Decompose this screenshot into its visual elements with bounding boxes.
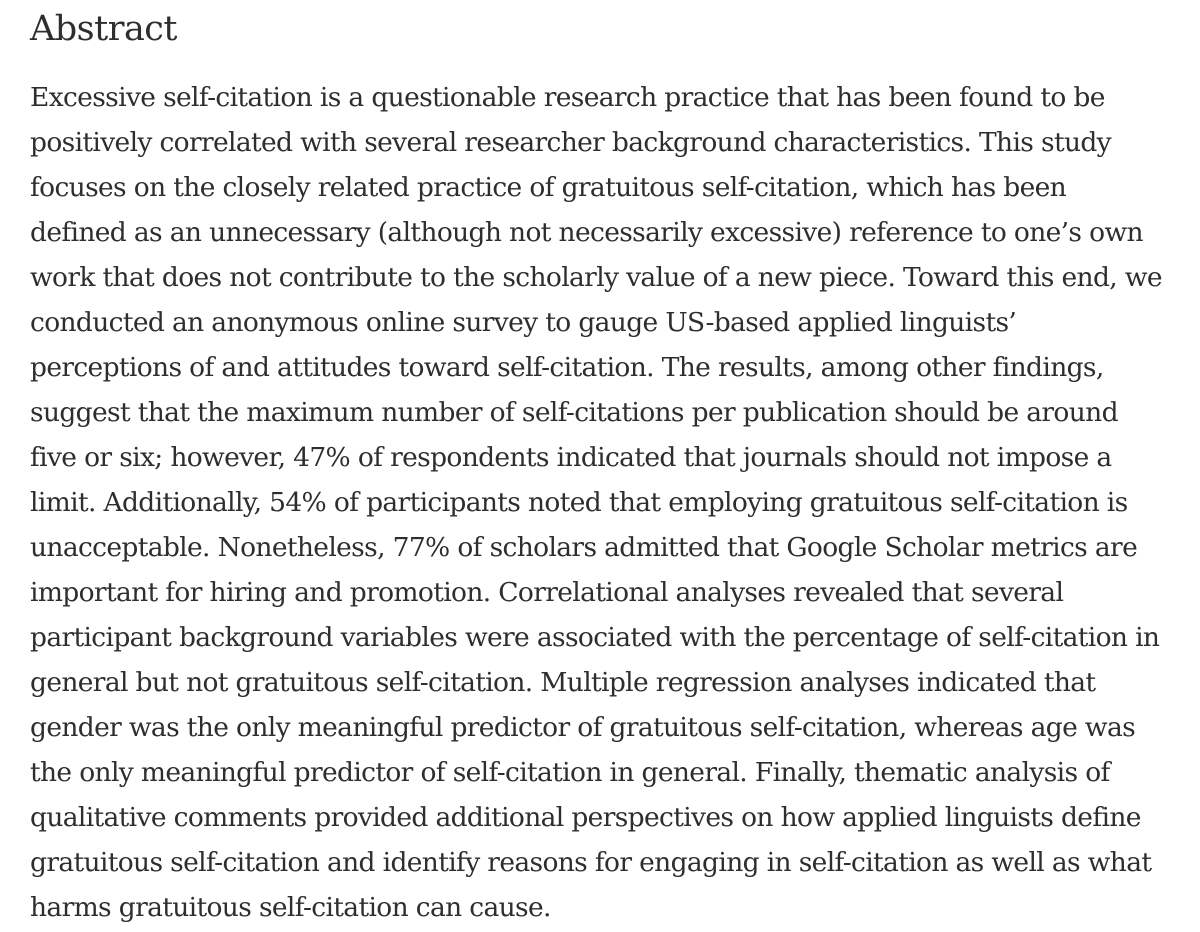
- abstract-line: gender was the only meaningful predictor of gratuitous self-citation, whereas age was: [30, 712, 1136, 743]
- abstract-paragraph: [30, 51, 1180, 930]
- abstract-line: the only meaningful predictor of self-citation in general. Finally, thematic analysis of: [30, 757, 1110, 788]
- abstract-heading: Abstract: [30, 9, 177, 49]
- abstract-line: five or six; however, 47% of respondents indicated that journals should not impose a: [30, 442, 1112, 473]
- abstract-line: gratuitous self-citation and identify reasons for engaging in self-citation as well as what: [30, 847, 1152, 878]
- abstract-line: Excessive self-citation is a questionable research practice that has been found to be: [30, 82, 1105, 113]
- abstract-line: perceptions of and attitudes toward self-citation. The results, among other findings,: [30, 352, 1104, 383]
- abstract-line: important for hiring and promotion. Correlational analyses revealed that several: [30, 577, 1064, 608]
- abstract-line: work that does not contribute to the scholarly value of a new piece. Toward this end, we: [30, 262, 1162, 293]
- abstract-line: general but not gratuitous self-citation. Multiple regression analyses indicated that: [30, 667, 1096, 698]
- abstract-line: limit. Additionally, 54% of participants noted that employing gratuitous self-citation is: [30, 487, 1128, 518]
- abstract-line: positively correlated with several researcher background characteristics. This study: [30, 127, 1111, 158]
- abstract-line: suggest that the maximum number of self-citations per publication should be around: [30, 397, 1118, 428]
- abstract-line: defined as an unnecessary (although not necessarily excessive) reference to one’s own: [30, 217, 1143, 248]
- abstract-line: participant background variables were associated with the percentage of self-citation in: [30, 622, 1160, 653]
- abstract-line: harms gratuitous self-citation can cause.: [30, 892, 551, 923]
- abstract-section: [30, 0, 1180, 930]
- abstract-line: conducted an anonymous online survey to gauge US-based applied linguists’: [30, 307, 1017, 338]
- abstract-line: unacceptable. Nonetheless, 77% of scholars admitted that Google Scholar metrics are: [30, 532, 1138, 563]
- abstract-line: focuses on the closely related practice of gratuitous self-citation, which has been: [30, 172, 1067, 203]
- abstract-line: qualitative comments provided additional perspectives on how applied linguists define: [30, 802, 1141, 833]
